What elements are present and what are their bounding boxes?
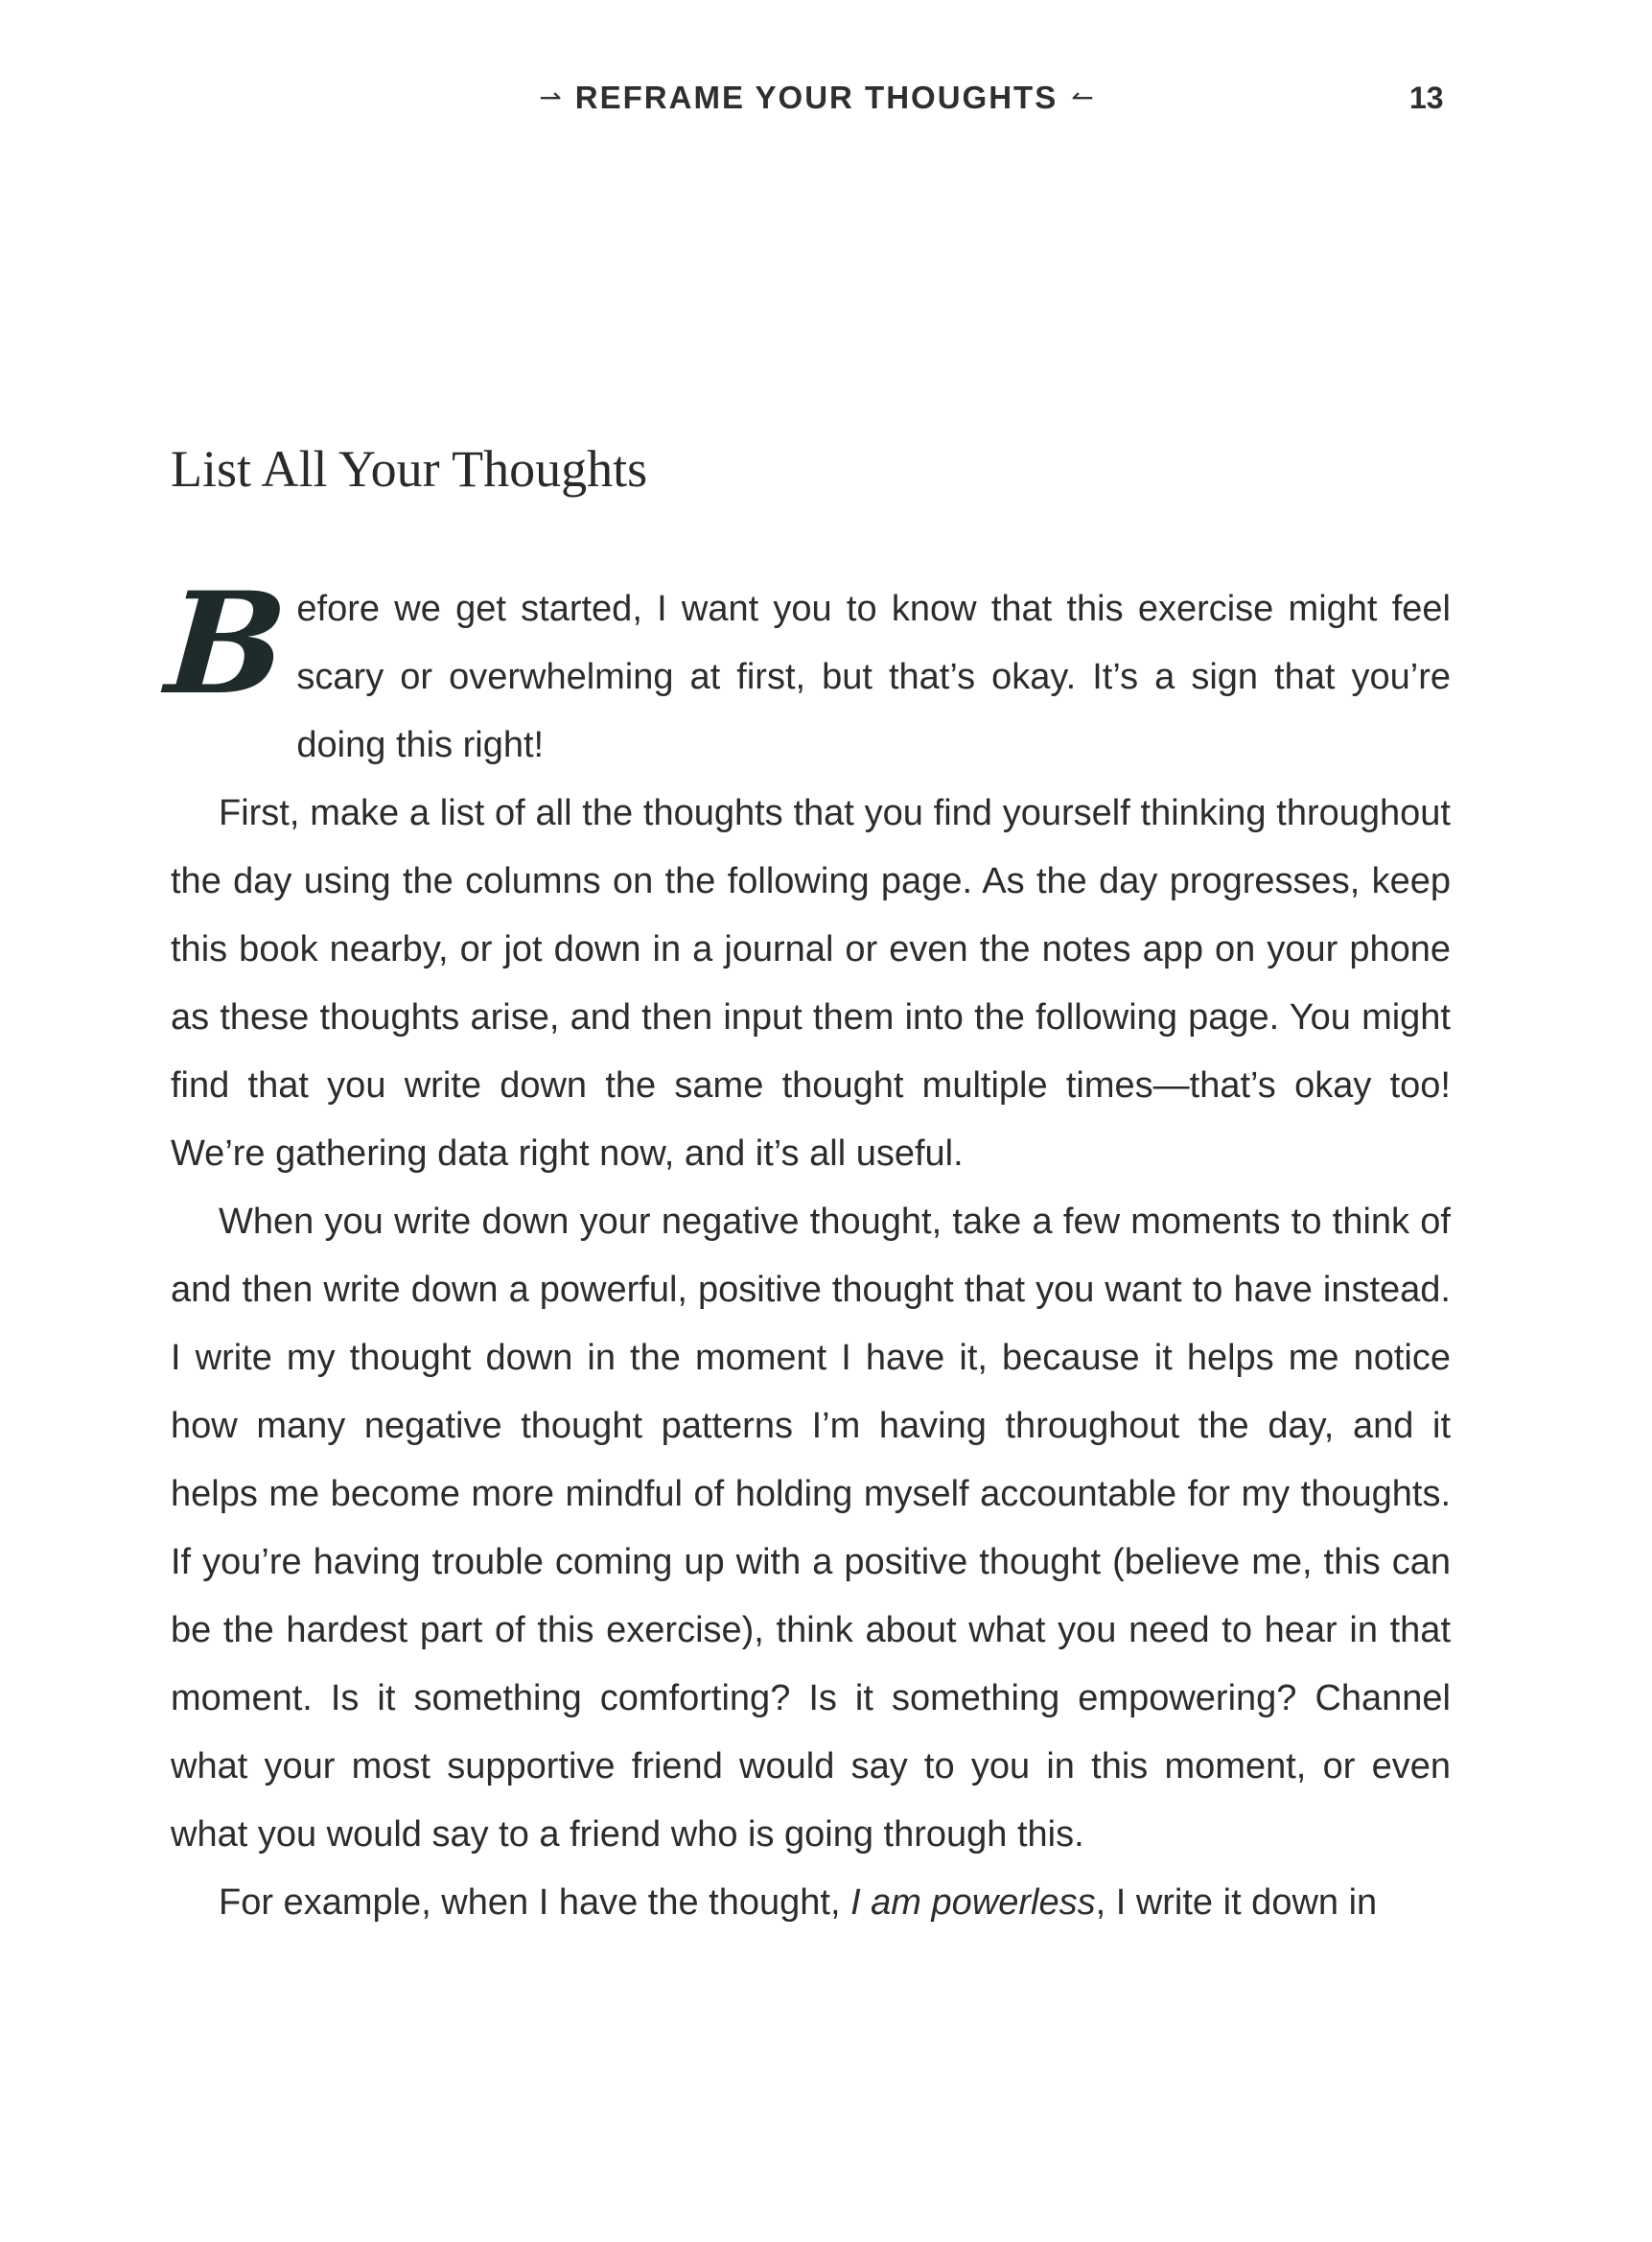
paragraph-1 — [161, 562, 1451, 780]
paragraph-3: When you write down your negative thought, take a few moments to think of and then write down a powerful, positive thought that you want to have instead. I write my thought down in the moment I have it, because it helps me notice how many negative thought patterns I’m having throughout the day, and it helps me become more mindful of holding myself accountable for my thoughts. If you’re having trouble coming up with a positive thought (believe me, this can be the hardest part of this exercise), think about what you need to hear in that moment. Is it something comforting? Is it something empowering? Channel what your most supportive friend would say to you in this moment, or even what you would say to a friend who is going through this. — [171, 1202, 1451, 1855]
emphasized-thought: I am powerless — [850, 1882, 1096, 1923]
paragraph-4 — [171, 1869, 1451, 1937]
body-text — [161, 562, 1451, 1937]
left-arrow-ornament-icon: ⇀ — [539, 82, 562, 113]
paragraph-1-text: efore we get started, I want you to know that this exercise might feel scary or overwhelming at first, but that’s okay. It’s a sign that you’re doing this right! — [296, 589, 1451, 765]
chapter-title: REFRAME YOUR THOUGHTS — [574, 80, 1059, 115]
section-heading: List All Your Thoughts — [171, 440, 648, 498]
paragraph-2: First, make a list of all the thoughts that you find yourself thinking throughout the day using the columns on the following page. As the day progresses, keep this book nearby, or jot down in a journal or even the notes app on your phone as these thoughts arise, and then input them into the following page. You might find that you write down the same thought multiple times—that’s okay too! We’re gathering data right now, and it’s all useful. — [171, 793, 1451, 1174]
paragraph-4-text-start: For example, when I have the thought, — [219, 1882, 851, 1923]
running-header — [0, 75, 1652, 121]
page-number: 13 — [1409, 80, 1444, 115]
header-title-group — [526, 75, 1106, 121]
drop-cap: B — [161, 562, 291, 726]
paragraph-4-text-end: , I write it down in — [1095, 1882, 1378, 1923]
right-arrow-ornament-icon: ↼ — [1071, 82, 1094, 113]
